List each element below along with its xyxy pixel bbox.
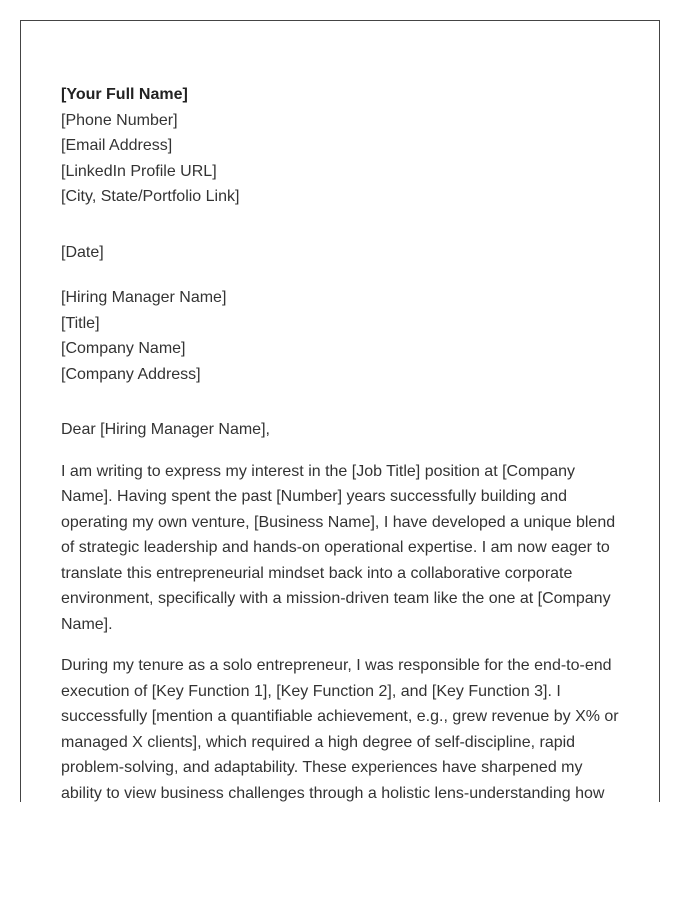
paragraph-2 xyxy=(61,653,626,802)
sender-phone: [Phone Number] xyxy=(61,111,178,129)
sender-email: [Email Address] xyxy=(61,137,173,154)
paragraph-line: operating my own venture, [Business Name], I have developed a unique blend xyxy=(61,513,616,531)
recipient-block xyxy=(61,285,626,387)
paragraph-line: translate this entrepreneurial mindset back into a collaborative corporate xyxy=(61,564,573,582)
paragraph-line: environment, specifically with a mission-driven team like the one at [Company xyxy=(61,590,611,607)
paragraph-line: problem-solving, and adaptability. These experiences have sharpened my xyxy=(61,759,583,776)
recipient-company: [Company Name] xyxy=(61,340,186,357)
recipient-name: [Hiring Manager Name] xyxy=(61,289,227,306)
paragraph-line: ability to view business challenges through a holistic lens-understanding how xyxy=(61,784,605,802)
paragraph-line: execution of [Key Function 1], [Key Function 2], and [Key Function 3]. I xyxy=(61,682,561,700)
letter-page xyxy=(20,20,660,802)
paragraph-line: of strategic leadership and hands-on operational expertise. I am now eager to xyxy=(61,539,610,556)
letter-date: [Date] xyxy=(61,243,104,261)
recipient-address: [Company Address] xyxy=(61,365,201,383)
sender-location: [City, State/Portfolio Link] xyxy=(61,188,240,205)
paragraph-line: managed X clients], which required a high degree of self-discipline, rapid xyxy=(61,733,576,751)
salutation: Dear [Hiring Manager Name], xyxy=(61,421,270,438)
paragraph-line: During my tenure as a solo entrepreneur, I was responsible for the end-to-end xyxy=(61,657,612,674)
sender-linkedin: [LinkedIn Profile URL] xyxy=(61,162,217,180)
paragraph-line: Name]. Having spent the past [Number] years successfully building and xyxy=(61,488,568,505)
paragraph-1 xyxy=(61,459,626,638)
date-block xyxy=(61,240,626,266)
salutation-block xyxy=(61,417,626,443)
sender-full-name: [Your Full Name] xyxy=(61,86,188,103)
letter-content xyxy=(61,82,626,802)
sender-block xyxy=(61,82,626,210)
paragraph-line: successfully [mention a quantifiable achievement, e.g., grew revenue by X% or xyxy=(61,708,619,725)
paragraph-line: Name]. xyxy=(61,615,113,633)
recipient-title: [Title] xyxy=(61,314,100,332)
paragraph-line: I am writing to express my interest in the [Job Title] position at [Company xyxy=(61,462,575,480)
